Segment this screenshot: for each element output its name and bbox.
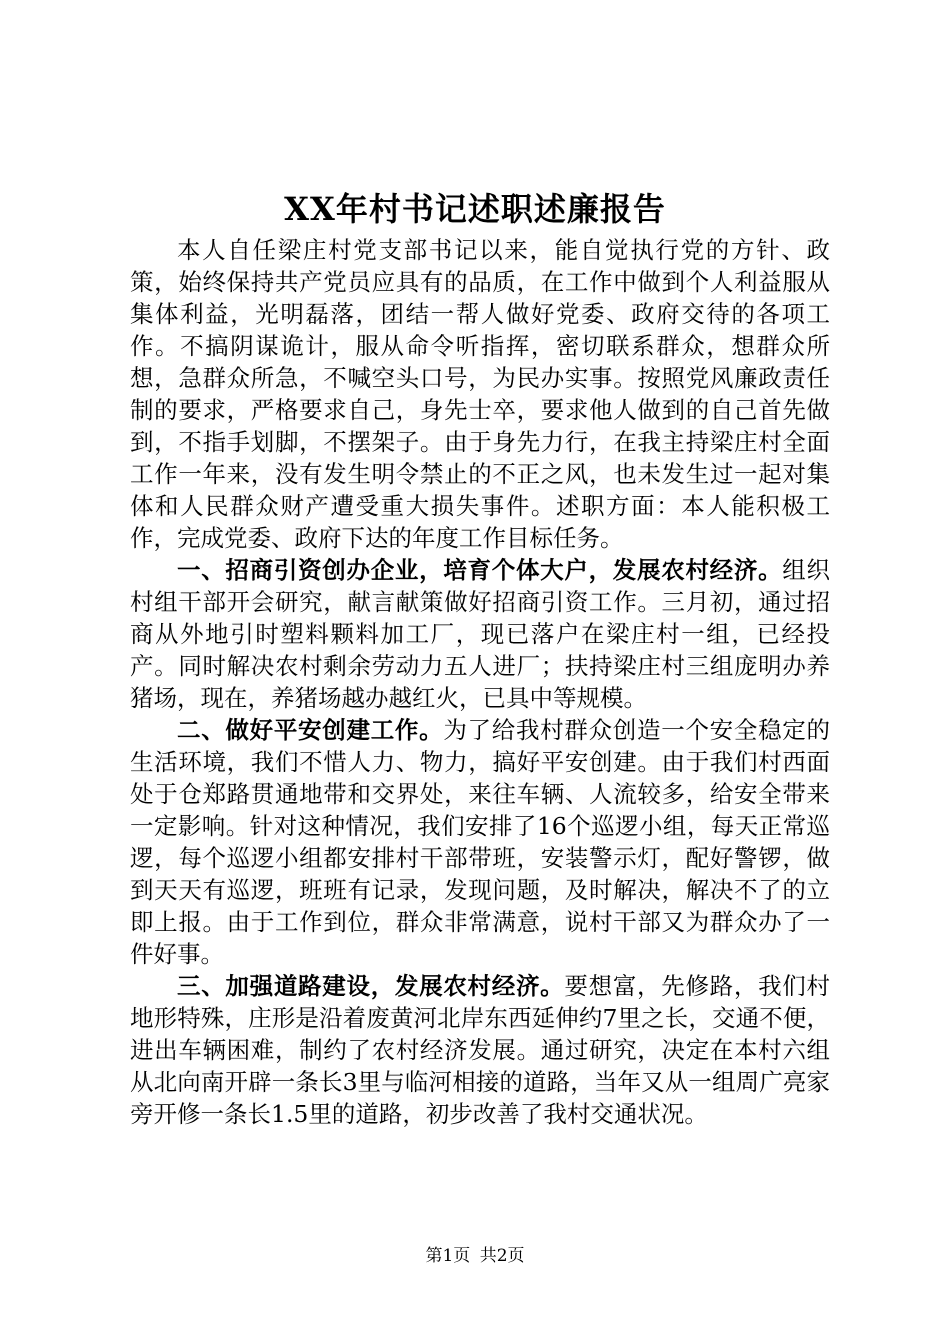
paragraph-text: 组织村组干部开会研究，献言献策做好招商引资工作。三月初，通过招商从外地引时塑料颗料加工厂，现已落户在梁庄村一组，已经投产。同时解决农村剩余劳动力五人进厂；扶持梁庄村三组庞明办养猪场，现在，养猪场越办越红火，已具中等规模。: [130, 556, 831, 712]
paragraph-section-3: [130, 970, 830, 1130]
paragraph-text: 本人自任梁庄村党支部书记以来，能自觉执行党的方针、政策，始终保持共产党员应具有的品质，在工作中做到个人利益服从集体利益，光明磊落，团结一帮人做好党委、政府交待的各项工作。不搞阴谋诡计，服从命令听指挥，密切联系群众，想群众所想，急群众所急，不喊空头口号，为民办实事。按照党风廉政责任制的要求，严格要求自己，身先士卒，要求他人做到的自己首先做到，不指手划脚，不摆架子。由于身先力行，在我主持梁庄村全面工作一年来，没有发生明令禁止的不正之风，也未发生过一起对集体和人民群众财产遭受重大损失事件。述职方面：本人能积极工作，完成党委、政府下达的年度工作目标任务。: [130, 236, 830, 552]
document-title: XX年村书记述职述廉报告: [284, 190, 666, 228]
paragraph-section-2: [130, 714, 830, 970]
section-heading: 二、做好平安创建工作。: [177, 716, 444, 744]
paragraph-section-1: [130, 554, 830, 714]
paragraph-text: 要想富，先修路，我们村地形特殊，庄形是沿着废黄河北岸东西延伸约7里之长，交通不便，进出车辆困难，制约了农村经济发展。通过研究，决定在本村六组从北向南开辟一条长3里与临河相接的道路，当年又从一组周广亮家旁开修一条长1.5里的道路，初步改善了我村交通状况。: [130, 972, 831, 1128]
paragraph-text: 为了给我村群众创造一个安全稳定的生活环境，我们不惜人力、物力，搞好平安创建。由于我们村西面处于仓郑路贯通地带和交界处，来往车辆、人流较多，给安全带来一定影响。针对这种情况，我们安排了16个巡逻小组，每天正常巡逻，每个巡逻小组都安排村干部带班，安装警示灯，配好警锣，做到天天有巡逻，班班有记录，发现问题，及时解决，解决不了的立即上报。由于工作到位，群众非常满意，说村干部又为群众办了一件好事。: [130, 716, 831, 968]
paragraph-intro: [130, 234, 830, 554]
document-body: [130, 234, 830, 1130]
page-number: 第1页: [425, 1246, 471, 1266]
section-heading: 一、招商引资创办企业，培育个体大户，发展农村经济。: [177, 556, 783, 584]
section-heading: 三、加强道路建设，发展农村经济。: [177, 972, 565, 1000]
page-total: 共2页: [479, 1246, 525, 1266]
page-footer: [0, 1245, 950, 1267]
